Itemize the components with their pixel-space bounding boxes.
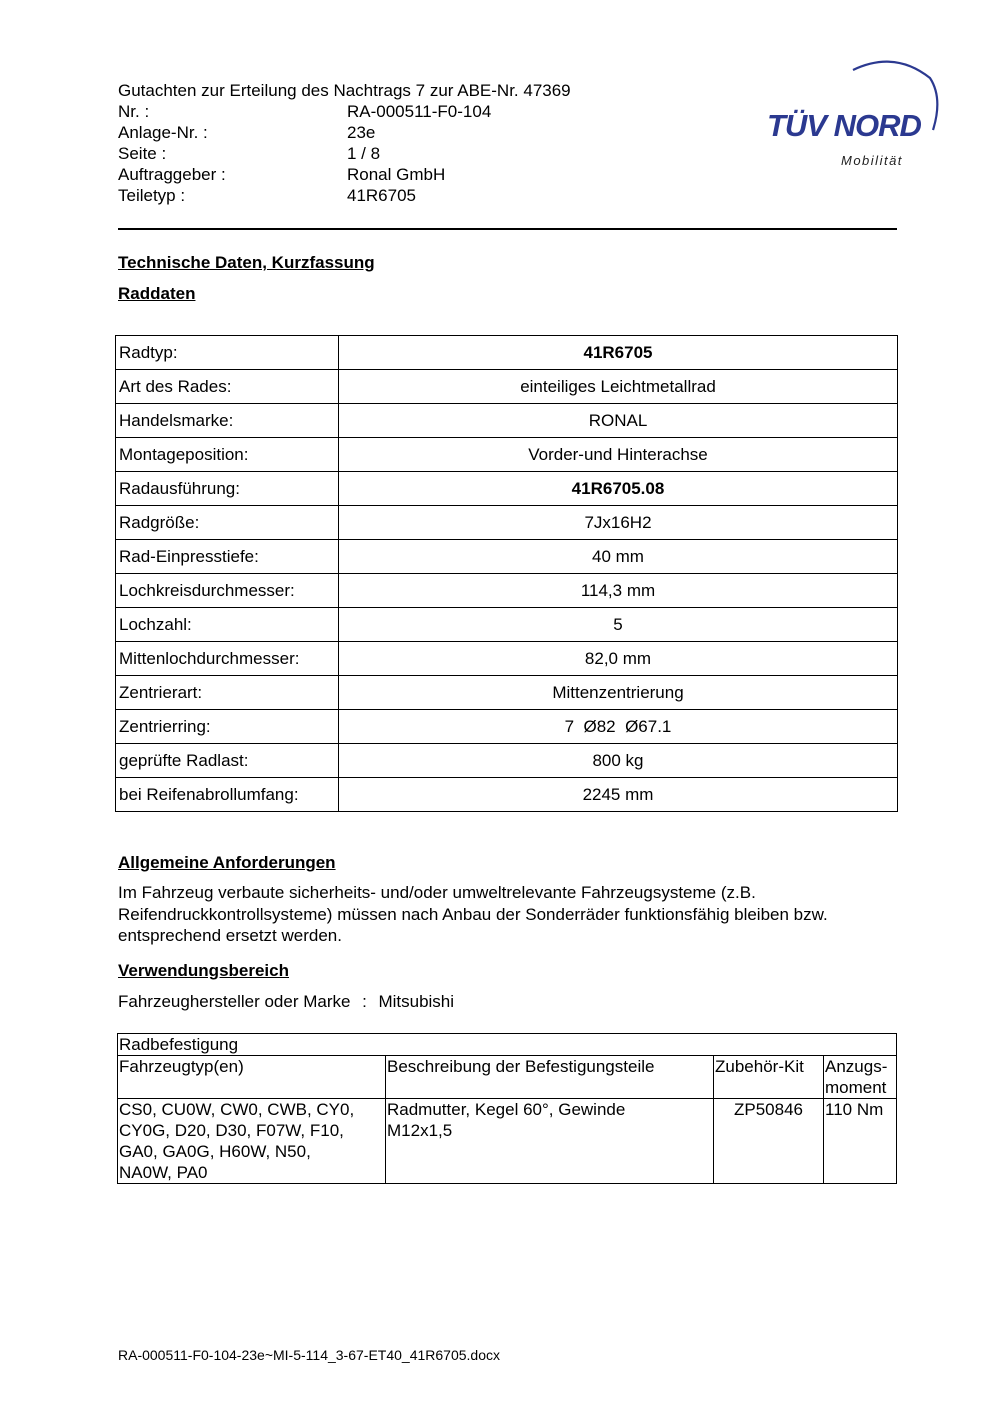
table-row (116, 336, 898, 370)
fastening-description-cell (386, 1099, 714, 1184)
table-row (118, 1099, 897, 1184)
manufacturer-label: Fahrzeughersteller oder Marke (118, 992, 351, 1011)
header-row-nr (118, 101, 571, 122)
vehicle-types-line: NA0W, PA0 (119, 1163, 208, 1182)
tuv-nord-logo (765, 58, 940, 173)
logo-brand-text: TÜV NORD (767, 108, 921, 143)
table-row (116, 642, 898, 676)
header-divider (118, 228, 897, 230)
table-row (116, 778, 898, 812)
header-label: Teiletyp : (118, 186, 186, 205)
row-label: Handelsmarke: (116, 404, 339, 438)
vehicle-types-cell (118, 1099, 386, 1184)
accessory-kit-cell: ZP50846 (714, 1099, 824, 1184)
paragraph-line: Im Fahrzeug verbaute sicherheits- und/oder umweltrelevante Fahrzeugsysteme (z.B. (118, 883, 756, 902)
row-value: 114,3 mm (339, 574, 898, 608)
table-row (116, 506, 898, 540)
section-title-verwendungsbereich: Verwendungsbereich (118, 961, 289, 980)
table-row (116, 472, 898, 506)
header-row-auftraggeber (118, 164, 571, 185)
row-value: 41R6705.08 (339, 472, 898, 506)
torque-cell: 110 Nm (824, 1099, 897, 1184)
row-label: Radausführung: (116, 472, 339, 506)
vehicle-types-line: CS0, CU0W, CW0, CWB, CY0, (119, 1100, 355, 1119)
column-header: Fahrzeugtyp(en) (118, 1056, 386, 1099)
paragraph-line: entsprechend ersetzt werden. (118, 926, 342, 945)
table-row (116, 744, 898, 778)
column-header: Beschreibung der Befestigungsteile (386, 1056, 714, 1099)
section-subtitle-raddaten: Raddaten (118, 284, 196, 303)
tuv-nord-logo-graphic (765, 58, 940, 173)
header-row-seite (118, 143, 571, 164)
row-label: Radgröße: (116, 506, 339, 540)
table-row (116, 404, 898, 438)
header-label: Auftraggeber : (118, 165, 226, 184)
row-value: Mittenzentrierung (339, 676, 898, 710)
row-value: 7Jx16H2 (339, 506, 898, 540)
table-row (116, 676, 898, 710)
header-value: 1 / 8 (347, 144, 381, 163)
column-header: Zubehör-Kit (714, 1056, 824, 1099)
header-label: Seite : (118, 144, 167, 163)
column-header-line: Anzugs- (825, 1057, 888, 1076)
header-label: Anlage-Nr. : (118, 123, 208, 142)
row-label: Montageposition: (116, 438, 339, 472)
row-value: 5 (339, 608, 898, 642)
header-row-teiletyp (118, 185, 571, 206)
row-label: Mittenlochdurchmesser: (116, 642, 339, 676)
manufacturer-line (118, 991, 454, 1012)
section-title-technische-daten: Technische Daten, Kurzfassung (118, 253, 375, 272)
row-value: 7 Ø82 Ø67.1 (339, 710, 898, 744)
radbefestigung-table (117, 1033, 897, 1184)
paragraph-line: Reifendruckkontrollsysteme) müssen nach Anbau der Sonderräder funktionsfähig bleiben bzw. (118, 904, 828, 924)
document-header (118, 80, 571, 206)
header-value: 23e (347, 123, 376, 142)
table-header-row (118, 1056, 897, 1099)
row-value: 2245 mm (339, 778, 898, 812)
header-label: Nr. : (118, 102, 150, 121)
row-value: einteiliges Leichtmetallrad (339, 370, 898, 404)
row-value: 82,0 mm (339, 642, 898, 676)
table-row (116, 608, 898, 642)
header-title: Gutachten zur Erteilung des Nachtrags 7 zur ABE-Nr. 47369 (118, 81, 571, 100)
row-label: Zentrierart: (116, 676, 339, 710)
row-label: Art des Rades: (116, 370, 339, 404)
header-value: Ronal GmbH (347, 165, 446, 184)
logo-sub-text: Mobilität (841, 153, 903, 168)
column-header (824, 1056, 897, 1099)
manufacturer-separator: : (362, 992, 367, 1011)
table-caption: Radbefestigung (118, 1034, 897, 1056)
header-row-anlage (118, 122, 571, 143)
section-title-allgemeine-anforderungen: Allgemeine Anforderungen (118, 853, 336, 872)
table-caption-row (118, 1034, 897, 1056)
fastening-description-line: Radmutter, Kegel 60°, Gewinde (387, 1100, 626, 1119)
fastening-description-line: M12x1,5 (387, 1121, 453, 1140)
column-header-line: moment (825, 1078, 887, 1097)
row-label: Rad-Einpresstiefe: (116, 540, 339, 574)
raddaten-table (115, 335, 898, 812)
table-row (116, 574, 898, 608)
table-row (116, 540, 898, 574)
row-label: Lochkreisdurchmesser: (116, 574, 339, 608)
table-row (116, 438, 898, 472)
requirements-paragraph (118, 882, 908, 947)
footer-filename: RA-000511-F0-104-23e~MI-5-114_3-67-ET40_41R6705.docx (118, 1347, 500, 1363)
row-label: Lochzahl: (116, 608, 339, 642)
row-label: Zentrierring: (116, 710, 339, 744)
vehicle-types-line: GA0, GA0G, H60W, N50, (119, 1142, 311, 1161)
vehicle-types-line: CY0G, D20, D30, F07W, F10, (119, 1121, 344, 1140)
row-value: 40 mm (339, 540, 898, 574)
row-value: RONAL (339, 404, 898, 438)
row-label: bei Reifenabrollumfang: (116, 778, 339, 812)
header-value: RA-000511-F0-104 (347, 102, 492, 121)
manufacturer-value: Mitsubishi (378, 992, 455, 1011)
row-value: 800 kg (339, 744, 898, 778)
table-row (116, 370, 898, 404)
row-label: Radtyp: (116, 336, 339, 370)
header-value: 41R6705 (347, 186, 417, 205)
table-row (116, 710, 898, 744)
row-value: Vorder-und Hinterachse (339, 438, 898, 472)
row-value: 41R6705 (339, 336, 898, 370)
row-label: geprüfte Radlast: (116, 744, 339, 778)
